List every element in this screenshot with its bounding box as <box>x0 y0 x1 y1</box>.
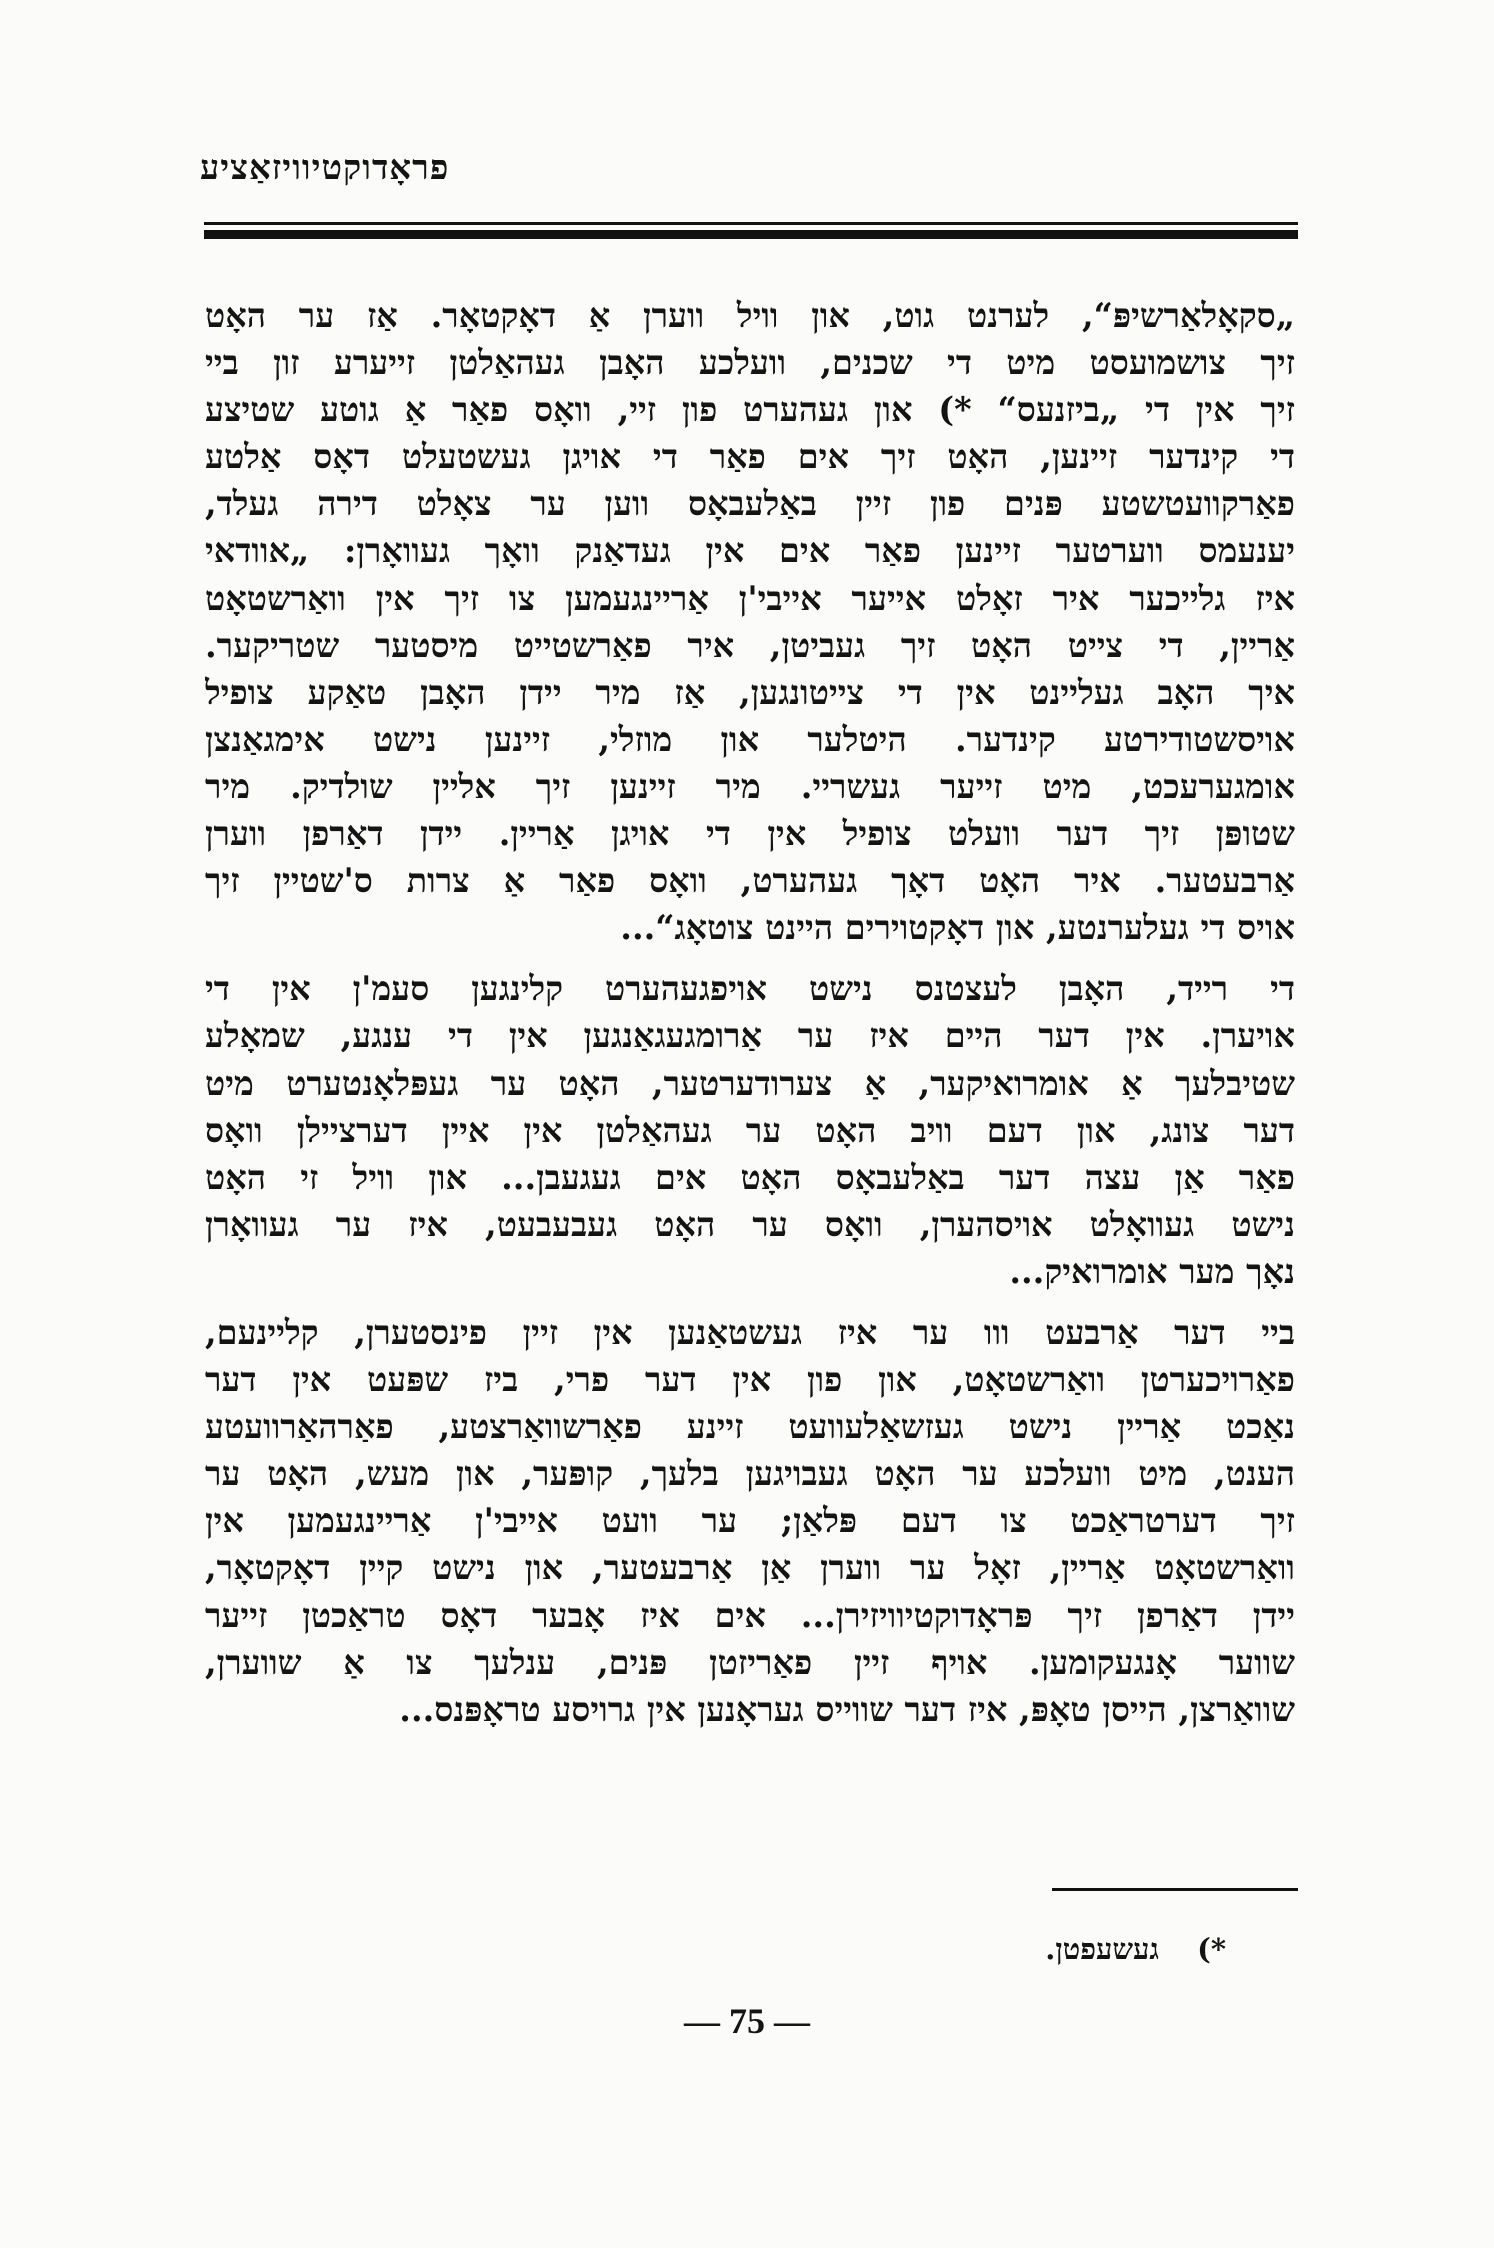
footnote-marker: *) <box>1197 1932 1226 1966</box>
running-head: פראָדוקטיוויזאַציע <box>200 148 450 188</box>
text-line: זיך דערטראַכט צו דעם פּלאַן; ער וועט אייבי'ן אַריינגעמען אין <box>205 1501 1295 1541</box>
text-line: איך האָב געליינט אין די צייטונגען, אַז מיר יידן האָבן טאַקע צופיל <box>205 672 1295 712</box>
text-line: ביי דער אַרבעט ווו ער איז געשטאַנען אין זיין פינסטערן, קליינעם, <box>205 1312 1295 1352</box>
text-line: פאַרקוועטשטע פּנים פון זיין באַלעבאָס ווען ער צאָלט דירה געלד, <box>205 484 1295 524</box>
text-line: נאַכט אַריין נישט געזשאַלעוועט זיינע פאַרשוואַרצטע, פאַרהאַרוועטע <box>205 1407 1295 1447</box>
text-line: אַרבעטער. איר האָט דאָך געהערט, וואָס פאַר אַ צרות ס'שטיין זיך <box>205 861 1295 901</box>
text-line: פאַר אַן עצה דער באַלעבאָס האָט אים געגעבן... און וויל זי האָט <box>205 1157 1295 1197</box>
header-rule <box>204 222 1298 239</box>
page-number: — 75 — <box>684 2001 810 2041</box>
text-line: יענעמס ווערטער זיינען פאַר אים אין געדאַנק וואָך געוואָרן: „אוודאי <box>205 531 1295 571</box>
text-line: אויערן. אין דער היים איז ער אַרומגעגאַנגען אין די ענגע, שמאָלע <box>205 1016 1295 1056</box>
text-line: „סקאָלאַרשיפּ“, לערנט גוט, און וויל ווערן אַ דאָקטאָר. אַז ער האָט <box>205 296 1295 335</box>
text-line: די קינדער זיינען, האָט זיך אים פאַר די אויגן געשטעלט דאָס אַלטע <box>205 437 1295 477</box>
text-line: זיך צושמועסט מיט די שכנים, וועלכע האָבן געהאַלטן זייערע זון ביי <box>205 343 1295 383</box>
text-line: יידן דאַרפן זיך פּראָדוקטיוויזירן... אים איז אָבער דאָס טראַכטן זייער <box>205 1595 1295 1635</box>
text-line: שוואַרצן, הייסן טאָפּ, איז דער שווייס געראָנען אין גרויסע טראָפּנס... <box>399 1689 1295 1729</box>
text-line: די רייד, האָבן לעצטנס נישט אויפגעהערט קלינגען סעמ'ן אין די <box>205 969 1295 1009</box>
text-line: זיך אין די „ביזנעס“ *) און געהערט פון זיי, וואָס פאַר אַ גוטע שטיצע <box>205 390 1295 430</box>
text-line: אויס די געלערנטע, און דאָקטוירים היינט צוטאָג“... <box>620 908 1295 948</box>
footnote <box>1045 1932 1226 1967</box>
text-line: נישט געוואָלט אויסהערן, וואָס ער האָט געבעבעט, איז ער געוואָרן <box>205 1204 1295 1244</box>
text-line: וואַרשטאָט אַריין, זאָל ער ווערן אַן אַרבעטער, און נישט קיין דאָקטאָר, <box>205 1548 1295 1588</box>
footnote-rule <box>1052 1888 1298 1891</box>
footnote-text: געשעפטן. <box>1045 1932 1159 1966</box>
text-line: דער צונג, און דעם וויב האָט ער געהאַלטן אין איין דערציילן וואָס <box>205 1110 1295 1150</box>
text-line: איז גלייכער איר זאָלט אייער אייבי'ן אַריינגעמען צו זיך אין וואַרשטאָט <box>205 578 1295 618</box>
header-rule-thick <box>204 230 1298 239</box>
text-line: שטופּן זיך דער וועלט צופיל אין די אויגן אַריין. יידן דאַרפן ווערן <box>205 814 1295 854</box>
text-line: שווער אָנגעקומען. אויף זיין פאַריזטן פּנים, ענלעך צו אַ שווערן, <box>205 1642 1295 1682</box>
text-line: הענט, מיט וועלכע ער האָט געבויגען בלעך, קופּער, און מעש, האָט ער <box>205 1454 1295 1494</box>
text-line: נאָך מער אומרואיק... <box>1009 1251 1295 1291</box>
text-line: אויסשטודירטע קינדער. היטלער און מוזלי, זיינען נישט אימגאַנצן <box>205 719 1295 759</box>
text-line: פאַרויכערטן וואַרשטאָט, און פון אין דער פרי, ביז שפּעט אין דער <box>205 1360 1295 1400</box>
header-rule-thin <box>204 222 1298 225</box>
text-line: אַריין, די צייט האָט זיך געביטן, איר פאַרשטייט מיסטער שטריקער. <box>205 625 1295 665</box>
text-line: שטיבלעך אַ אומרואיקער, אַ צערודערטער, האָט ער געפּלאָנטערט מיט <box>205 1063 1295 1103</box>
text-line: אומגערעכט, מיט זייער געשריי. מיר זיינען זיך אליין שולדיק. מיר <box>205 766 1295 806</box>
body-text <box>205 292 1295 1747</box>
paragraph <box>205 292 1295 951</box>
paragraph <box>205 1309 1295 1733</box>
paragraph <box>205 965 1295 1295</box>
